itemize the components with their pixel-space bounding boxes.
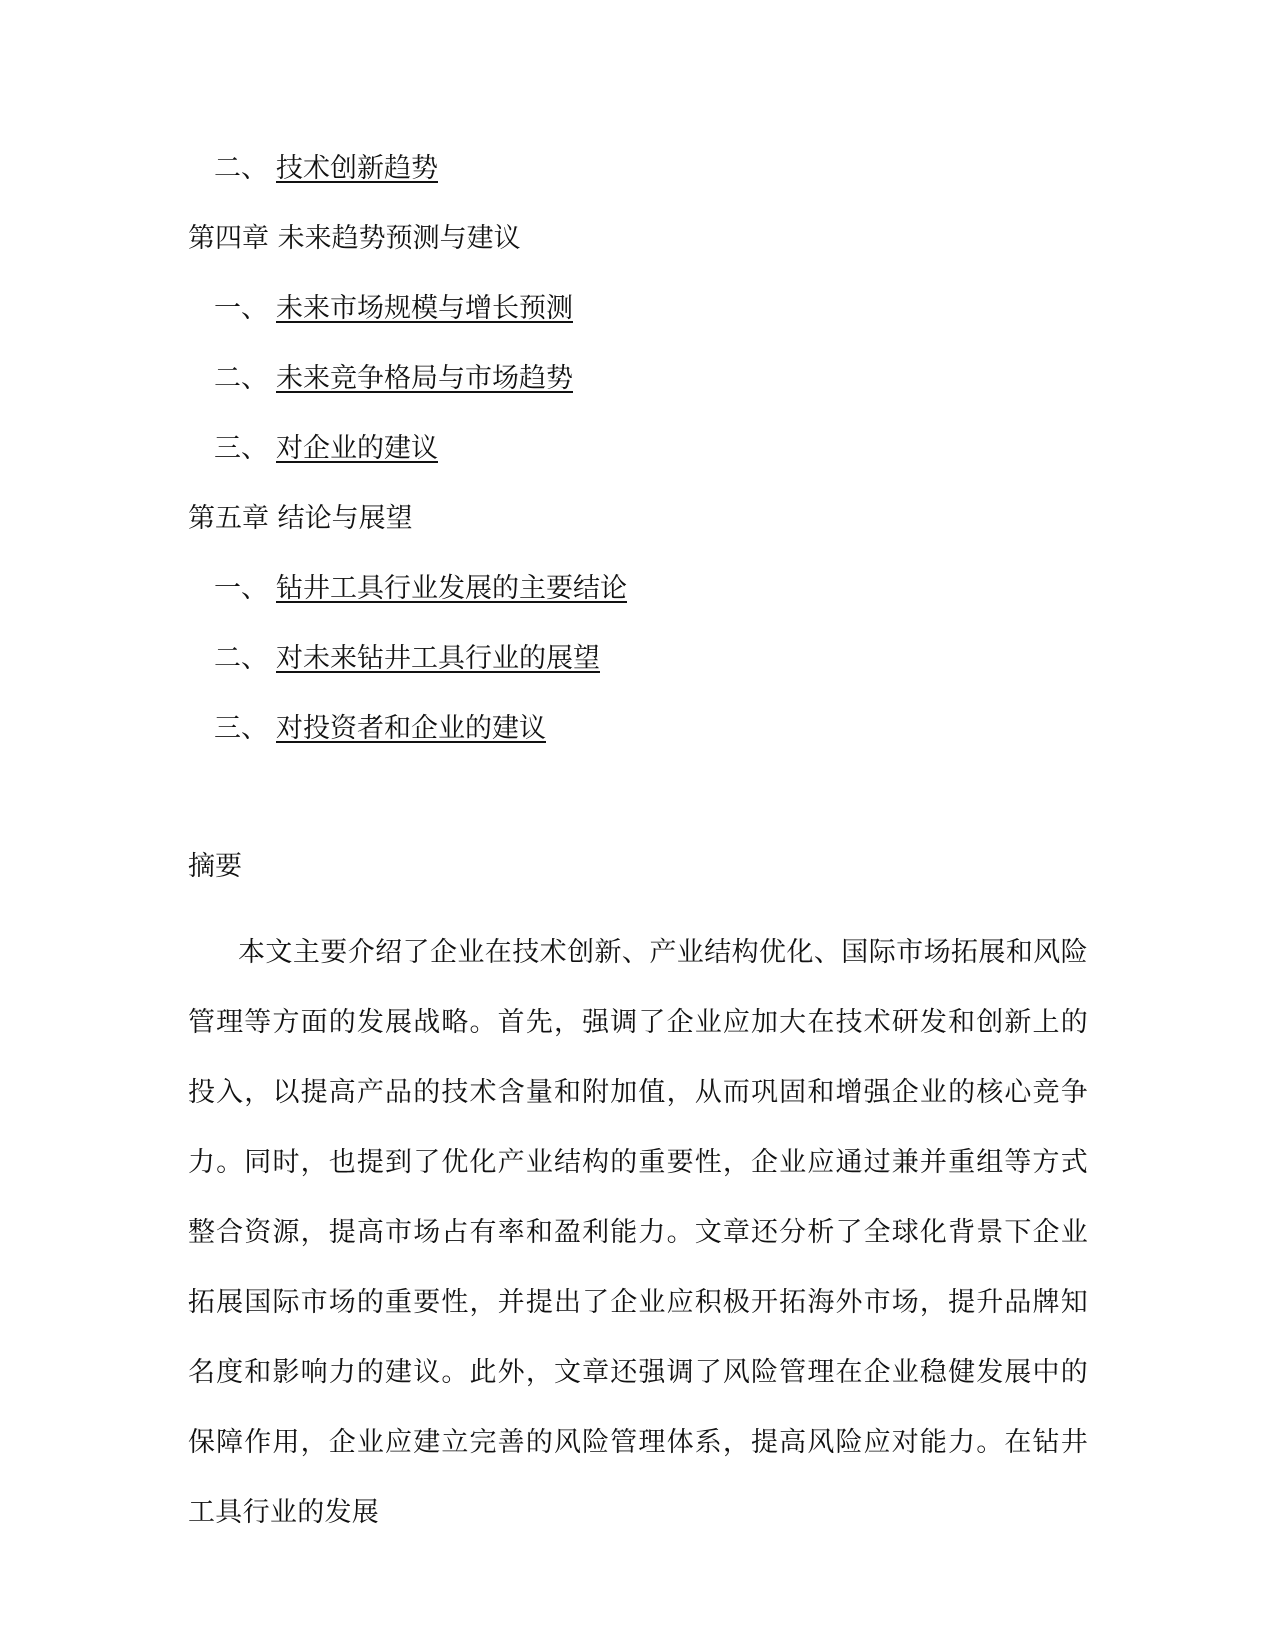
table-of-contents	[188, 150, 1088, 780]
toc-link[interactable]: 一、 未来市场规模与增长预测	[214, 293, 573, 324]
toc-section-item[interactable]	[188, 570, 1088, 640]
toc-section-item[interactable]	[188, 640, 1088, 710]
toc-link[interactable]: 三、 对企业的建议	[214, 433, 438, 464]
toc-link[interactable]: 二、 对未来钻井工具行业的展望	[214, 643, 600, 674]
abstract-title: 摘要	[188, 851, 242, 882]
toc-chapter-heading: 第五章 结论与展望	[188, 503, 413, 534]
abstract-body: 本文主要介绍了企业在技术创新、产业结构优化、国际市场拓展和风险管理等方面的发展战略。首先，强调了企业应加大在技术研发和创新上的投入，以提高产品的技术含量和附加值，从而巩固和增强企业的核心竞争力。同时，也提到了优化产业结构的重要性，企业应通过兼并重组等方式整合资源，提高市场占有率和盈利能力。文章还分析了全球化背景下企业拓展国际市场的重要性，并提出了企业应积极开拓海外市场，提升品牌知名度和影响力的建议。此外，文章还强调了风险管理在企业稳健发展中的保障作用，企业应建立完善的风险管理体系，提高风险应对能力。在钻井工具行业的发展	[188, 937, 1088, 1528]
abstract-section	[188, 848, 1088, 1548]
toc-section-item[interactable]	[188, 710, 1088, 780]
toc-link[interactable]: 三、 对投资者和企业的建议	[214, 713, 546, 744]
toc-chapter-heading: 第四章 未来趋势预测与建议	[188, 223, 521, 254]
toc-section-item[interactable]	[188, 360, 1088, 430]
toc-link[interactable]: 二、 技术创新趋势	[214, 153, 438, 184]
toc-link[interactable]: 二、 未来竞争格局与市场趋势	[214, 363, 573, 394]
toc-section-item[interactable]	[188, 430, 1088, 500]
toc-link[interactable]: 一、 钻井工具行业发展的主要结论	[214, 573, 627, 604]
toc-section-item[interactable]	[188, 290, 1088, 360]
toc-section-item[interactable]	[188, 150, 1088, 220]
